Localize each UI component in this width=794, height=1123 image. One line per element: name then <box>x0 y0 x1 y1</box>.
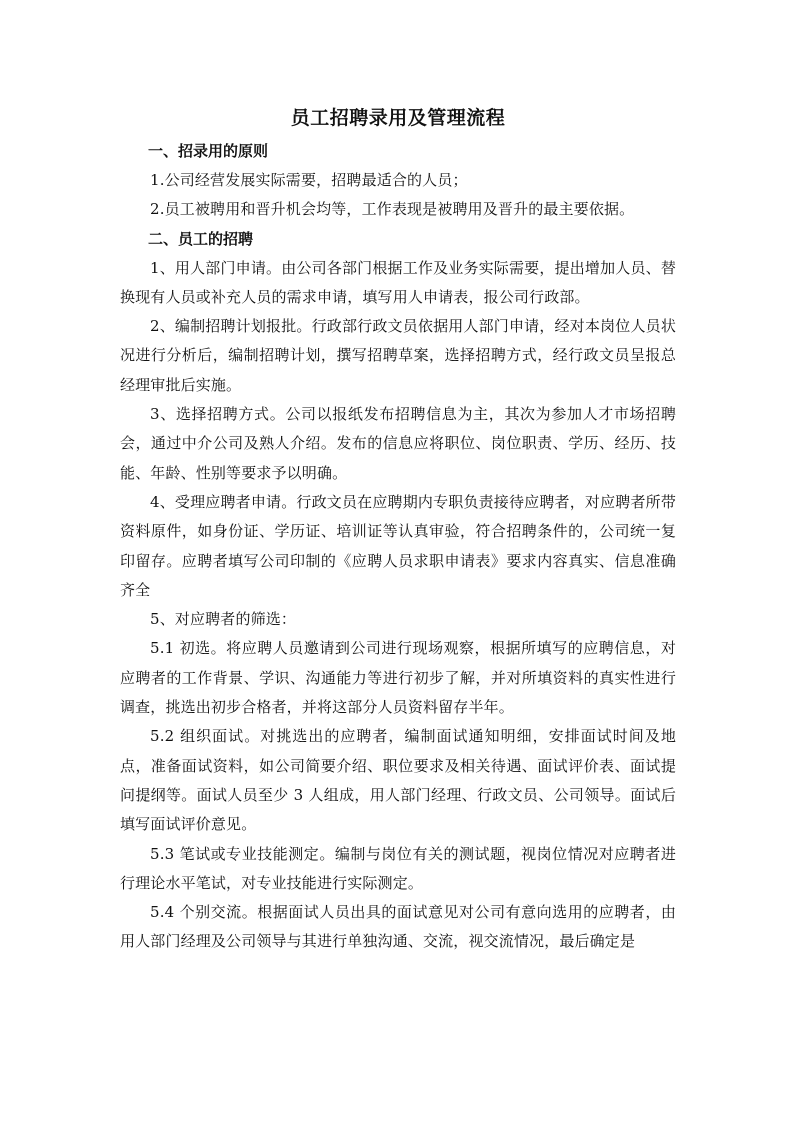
recruitment-paragraph-2: 2、编制招聘计划报批。行政部行政文员依据用人部门申请，经对本岗位人员状况进行分析后，编制招聘计划，撰写招聘草案，选择招聘方式，经行政文员呈报总经理审批后实施。 <box>120 317 676 394</box>
document-body <box>120 100 676 957</box>
recruitment-paragraph-3: 3、选择招聘方式。公司以报纸发布招聘信息为主，其次为参加人才市场招聘会，通过中介公司及熟人介绍。发布的信息应将职位、岗位职责、学历、经历、技能、年龄、性别等要求予以明确。 <box>120 405 676 482</box>
recruitment-paragraph-5-3: 5.3 笔试或专业技能测定。编制与岗位有关的测试题，视岗位情况对应聘者进行理论水平笔试，对专业技能进行实际测定。 <box>120 844 676 892</box>
recruitment-paragraph-5-2: 5.2 组织面试。对挑选出的应聘者，编制面试通知明细，安排面试时间及地点，准备面试资料，如公司简要介绍、职位要求及相关待遇、面试评价表、面试提问提纲等。面试人员至少 3 人组成，用人部门经理、行政文员、公司领导。面试后填写面试评价意见。 <box>120 727 676 834</box>
principle-item-1: 1.公司经营发展实际需要，招聘最适合的人员； <box>150 171 468 189</box>
recruitment-paragraph-5-1: 5.1 初选。将应聘人员邀请到公司进行现场观察，根据所填写的应聘信息，对应聘者的工作背景、学识、沟通能力等进行初步了解，并对所填资料的真实性进行调查，挑选出初步合格者，并将这部分人员资料留存半年。 <box>120 639 676 717</box>
recruitment-paragraph-5: 5、对应聘者的筛选： <box>150 610 297 629</box>
document-title: 员工招聘录用及管理流程 <box>290 107 506 129</box>
section-heading-recruitment: 二、员工的招聘 <box>148 229 254 248</box>
recruitment-paragraph-1: 1、用人部门申请。由公司各部门根据工作及业务实际需要，提出增加人员、替换现有人员或补充人员的需求申请，填写用人申请表，报公司行政部。 <box>120 258 676 306</box>
recruitment-paragraph-4: 4、受理应聘者申请。行政文员在应聘期内专职负责接待应聘者，对应聘者所带资料原件，如身份证、学历证、培训证等认真审验，符合招聘条件的，公司统一复印留存。应聘者填写公司印制的《应聘人员求职申请表》要求内容真实、信息准确齐全 <box>120 492 676 599</box>
principle-item-2: 2.员工被聘用和晋升机会均等，工作表现是被聘用及晋升的最主要依据。 <box>150 200 635 219</box>
recruitment-paragraph-5-4: 5.4 个别交流。根据面试人员出具的面试意见对公司有意向选用的应聘者，由用人部门经理及公司领导与其进行单独沟通、交流，视交流情况，最后确定是 <box>120 903 676 951</box>
section-heading-principles: 一、招录用的原则 <box>148 142 269 160</box>
